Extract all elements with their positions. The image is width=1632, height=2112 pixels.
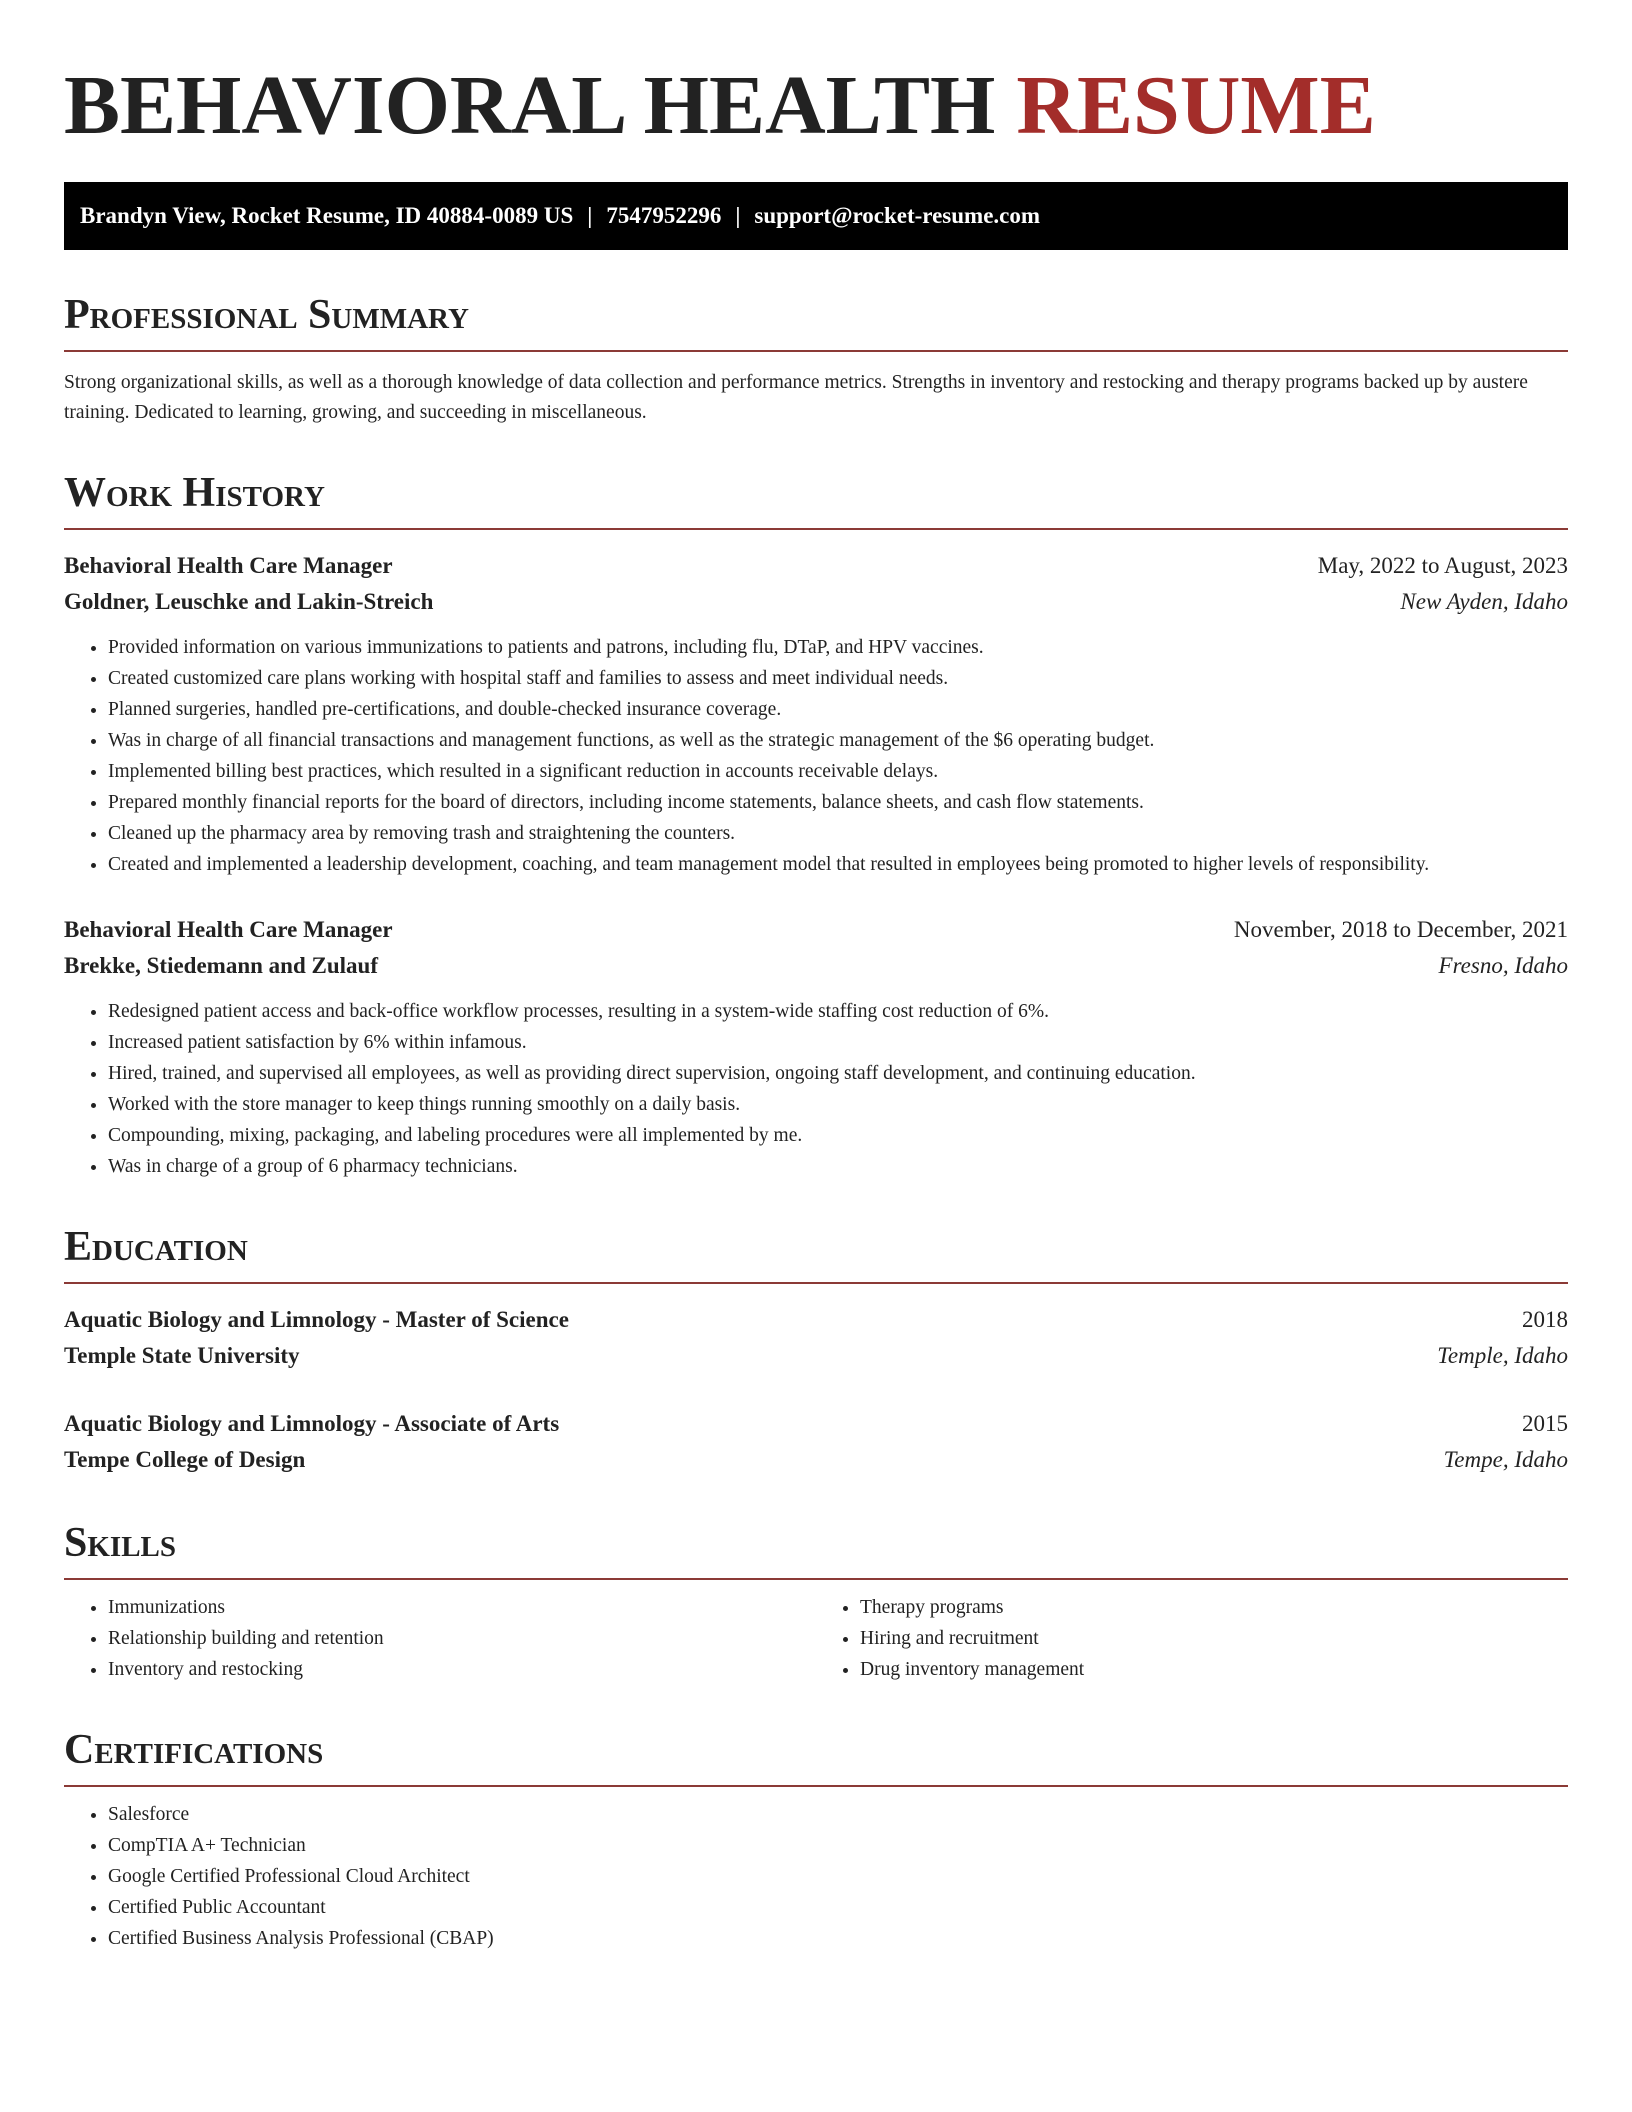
list-item: • Therapy programs	[860, 1592, 1568, 1623]
list-item: • Worked with the store manager to keep things running smoothly on a daily basis.	[108, 1089, 1568, 1120]
contact-address: Brandyn View, Rocket Resume, ID 40884-0089 US	[80, 203, 574, 228]
section-heading: Skills	[64, 1520, 177, 1566]
list-item: • Provided information on various immunizations to patients and patrons, including flu, DTaP, and HPV vaccines.	[108, 632, 1568, 663]
job-title: Behavioral Health Care Manager	[64, 553, 393, 578]
certifications-list	[64, 1799, 1568, 1954]
job-dates: November, 2018 to December, 2021	[1233, 917, 1568, 942]
section-heading: Education	[64, 1224, 248, 1270]
education-location: Tempe, Idaho	[1443, 1447, 1568, 1472]
contact-phone: 7547952296	[606, 203, 722, 228]
certifications-section	[64, 1729, 1568, 1954]
education-degree: Aquatic Biology and Limnology - Associate of Arts	[64, 1411, 560, 1436]
list-item: • Certified Public Accountant	[108, 1892, 1568, 1923]
list-item: • Prepared monthly financial reports for the board of directors, including income statements, balance sheets, and cash flow statements.	[108, 787, 1568, 818]
section-divider	[64, 1282, 1568, 1284]
contact-separator: |	[735, 203, 741, 228]
list-item: • Certified Business Analysis Professional (CBAP)	[108, 1923, 1568, 1954]
list-item: • Was in charge of a group of 6 pharmacy technicians.	[108, 1151, 1568, 1182]
section-divider	[64, 528, 1568, 530]
education-entry	[64, 1302, 1568, 1374]
education-school: Temple State University	[64, 1343, 300, 1368]
list-item: • Inventory and restocking	[108, 1654, 816, 1685]
job-entry	[64, 912, 1568, 1182]
job-location: Fresno, Idaho	[1438, 953, 1568, 978]
list-item: • Google Certified Professional Cloud Architect	[108, 1861, 1568, 1892]
title-main: BEHAVIORAL HEALTH	[64, 59, 996, 152]
list-item: • Cleaned up the pharmacy area by removing trash and straightening the counters.	[108, 818, 1568, 849]
education-year: 2015	[1522, 1411, 1568, 1436]
list-item: • Planned surgeries, handled pre-certifications, and double-checked insurance coverage.	[108, 694, 1568, 725]
contact-separator: |	[587, 203, 593, 228]
job-company: Goldner, Leuschke and Lakin-Streich	[64, 589, 434, 614]
list-item: • Hired, trained, and supervised all employees, as well as providing direct supervision, ongoing staff development, and continuing education.	[108, 1058, 1568, 1089]
section-divider	[64, 1578, 1568, 1580]
title-accent: RESUME	[1016, 59, 1376, 152]
list-item: • Hiring and recruitment	[860, 1623, 1568, 1654]
list-item: • Drug inventory management	[860, 1654, 1568, 1685]
job-bullets	[64, 996, 1568, 1182]
job-title: Behavioral Health Care Manager	[64, 917, 393, 942]
skills-section	[64, 1522, 1568, 1685]
summary-section	[64, 294, 1568, 428]
list-item: • Immunizations	[108, 1592, 816, 1623]
section-divider	[64, 1785, 1568, 1787]
list-item: • Implemented billing best practices, which resulted in a significant reduction in accounts receivable delays.	[108, 756, 1568, 787]
education-degree: Aquatic Biology and Limnology - Master of Science	[64, 1307, 569, 1332]
list-item: • CompTIA A+ Technician	[108, 1830, 1568, 1861]
job-dates: May, 2022 to August, 2023	[1317, 553, 1568, 578]
contact-email: support@rocket-resume.com	[754, 203, 1041, 228]
list-item: • Created and implemented a leadership development, coaching, and team management model that resulted in employees being promoted to higher levels of responsibility.	[108, 849, 1568, 880]
education-location: Temple, Idaho	[1437, 1343, 1568, 1368]
section-heading: Professional Summary	[64, 292, 469, 338]
education-year: 2018	[1522, 1307, 1568, 1332]
education-section	[64, 1226, 1568, 1478]
skills-grid	[64, 1592, 1568, 1685]
work-history-section	[64, 472, 1568, 1182]
education-school: Tempe College of Design	[64, 1447, 306, 1472]
education-entry	[64, 1406, 1568, 1478]
resume-title	[64, 59, 1568, 152]
list-item: • Compounding, mixing, packaging, and labeling procedures were all implemented by me.	[108, 1120, 1568, 1151]
list-item: • Relationship building and retention	[108, 1623, 816, 1654]
list-item: • Created customized care plans working with hospital staff and families to assess and meet individual needs.	[108, 663, 1568, 694]
section-divider	[64, 350, 1568, 352]
summary-text: Strong organizational skills, as well as a thorough knowledge of data collection and performance metrics. Strengths in inventory and restocking and therapy programs backed up by austere training. Dedicated to learning, growing, and succeeding in miscellaneous.	[64, 372, 1528, 423]
contact-bar	[64, 182, 1568, 250]
list-item: • Redesigned patient access and back-office workflow processes, resulting in a system-wide staffing cost reduction of 6%.	[108, 996, 1568, 1027]
job-company: Brekke, Stiedemann and Zulauf	[64, 953, 378, 978]
list-item: • Salesforce	[108, 1799, 1568, 1830]
section-heading: Certifications	[64, 1727, 324, 1773]
job-location: New Ayden, Idaho	[1400, 589, 1568, 614]
list-item: • Increased patient satisfaction by 6% within infamous.	[108, 1027, 1568, 1058]
skills-column-right	[816, 1592, 1568, 1685]
section-heading: Work History	[64, 470, 325, 516]
job-bullets	[64, 632, 1568, 880]
list-item: • Was in charge of all financial transactions and management functions, as well as the strategic management of the $6 operating budget.	[108, 725, 1568, 756]
job-entry	[64, 548, 1568, 880]
skills-column-left	[64, 1592, 816, 1685]
